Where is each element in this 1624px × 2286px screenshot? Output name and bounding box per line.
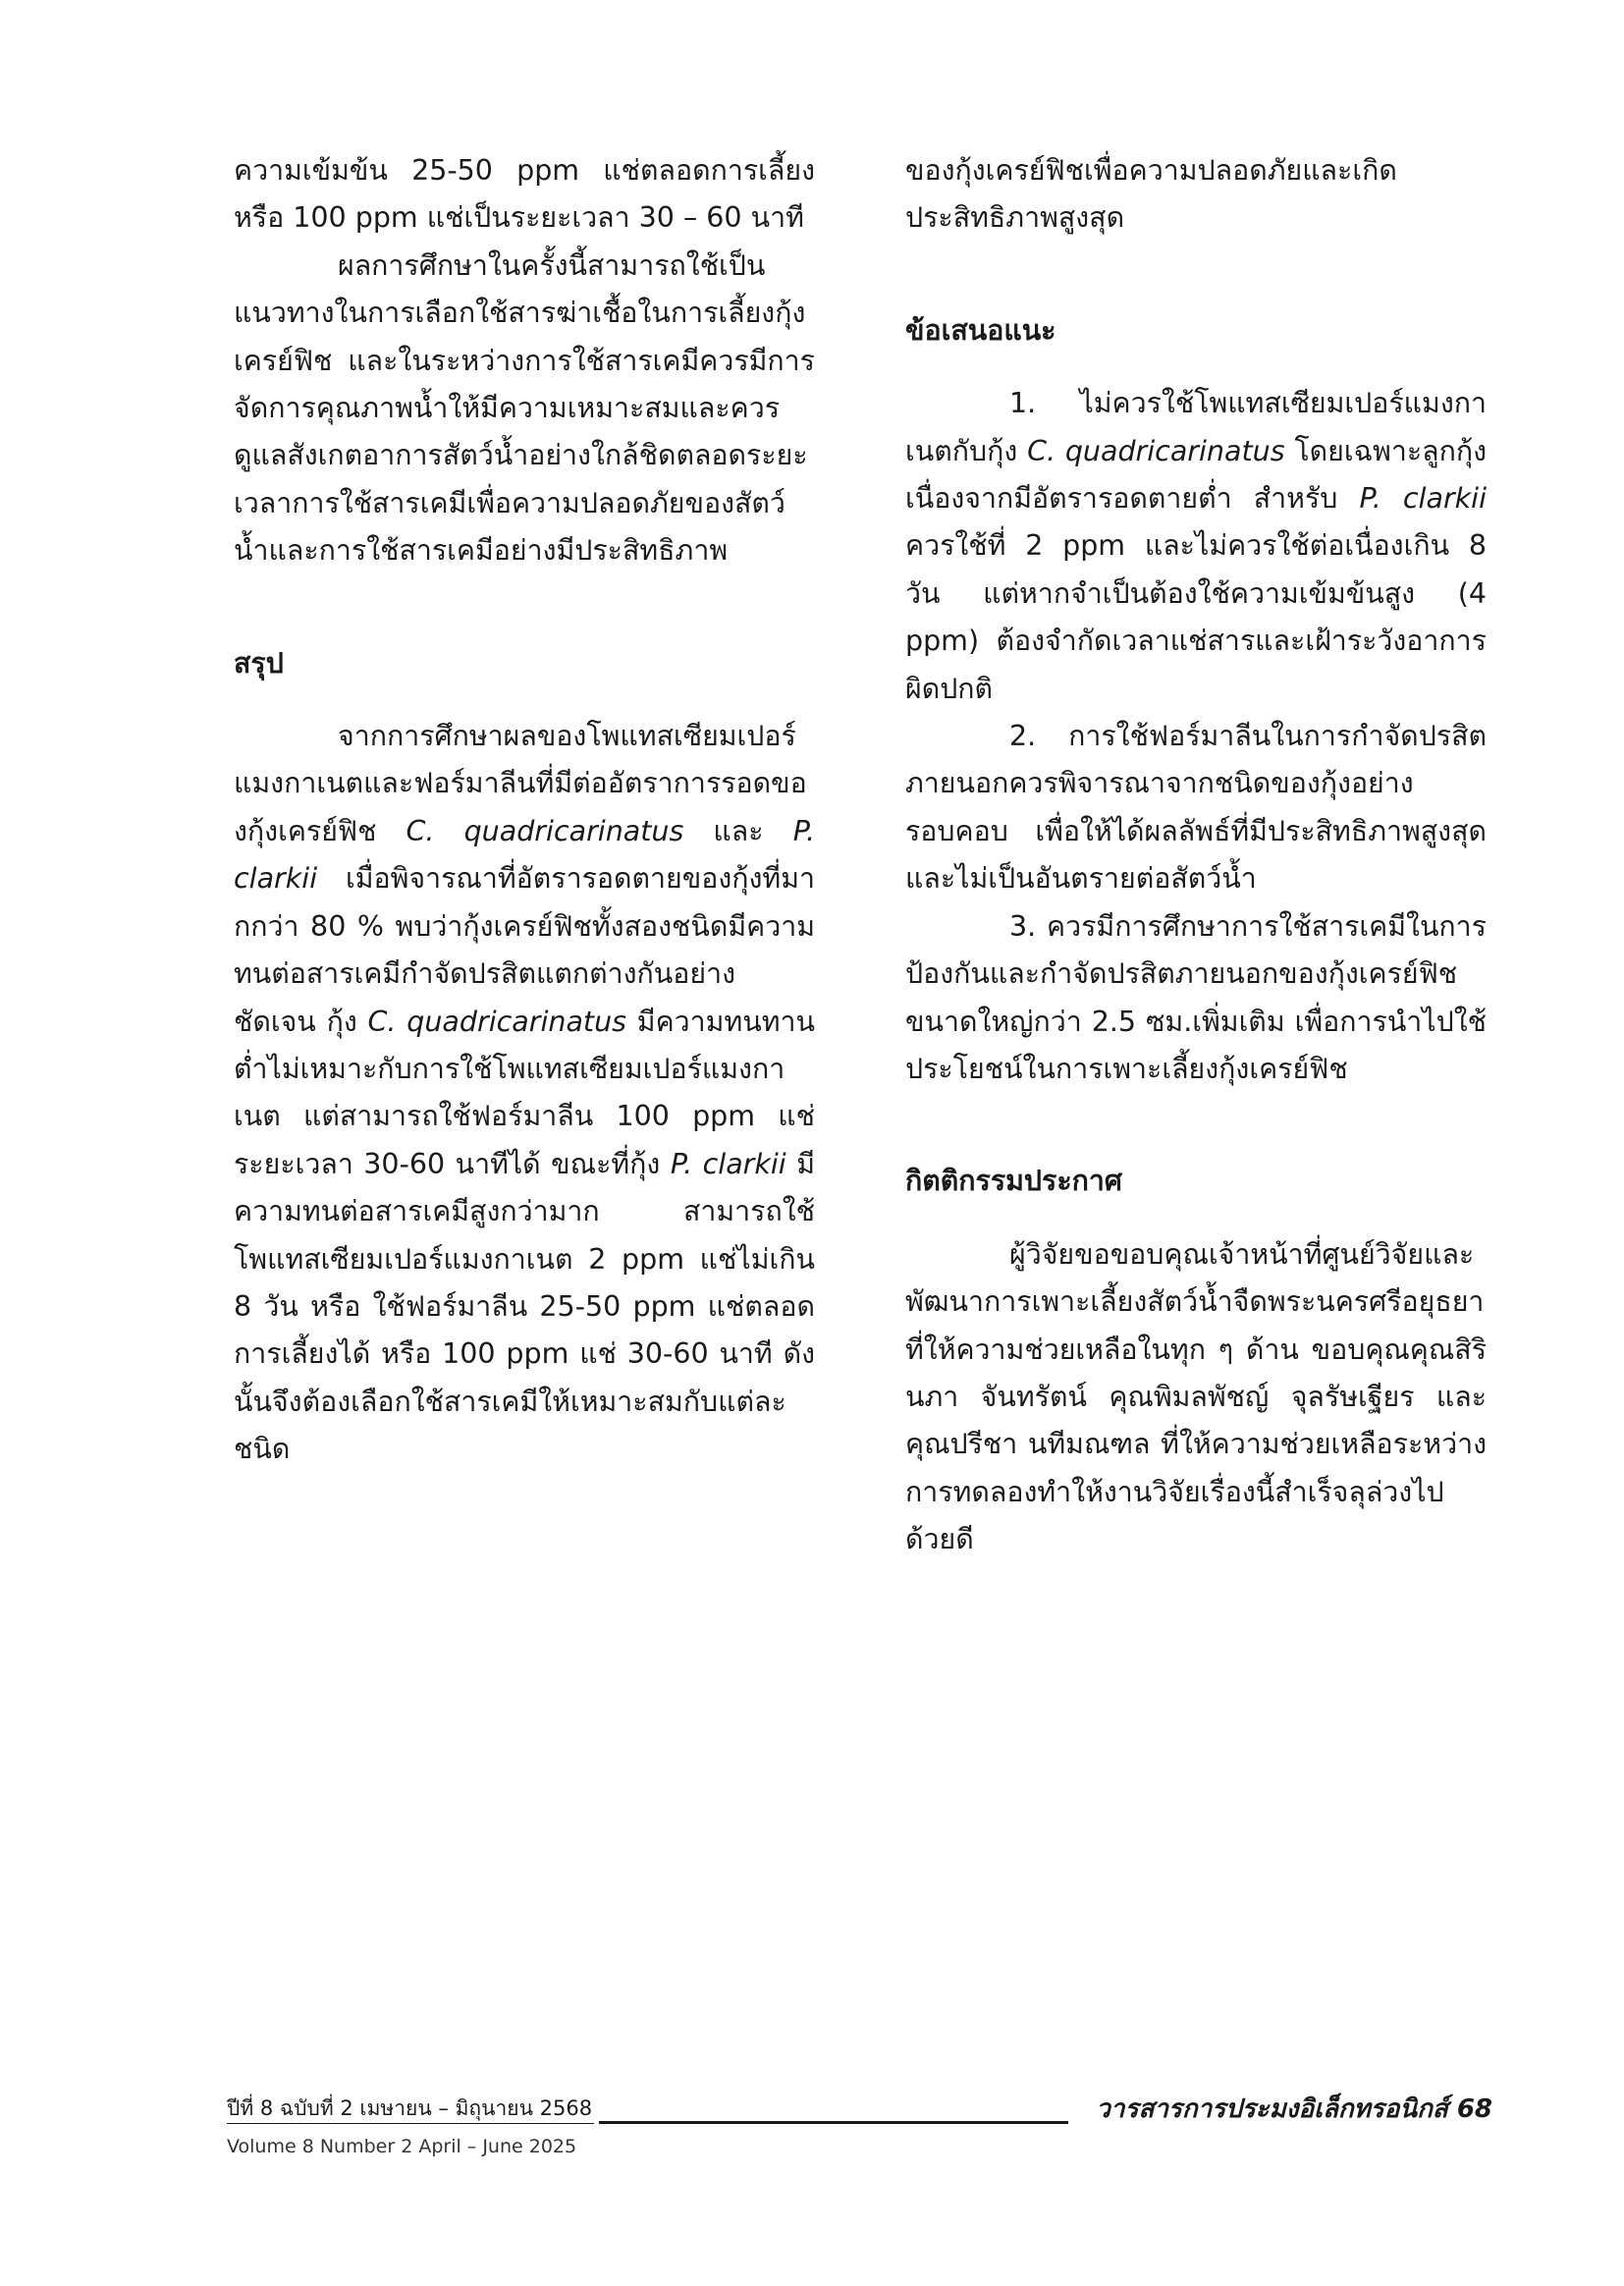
text-run: มีความทนทานต่ำไม่เหมาะกับการใช้โพแทสเซียมเปอร์แมงกาเนต แต่สามารถใช้ฟอร์มาลีน 100 ppm แช่ระยะเวลา 30-60 นาทีได้ ขณะที่กุ้ง: [234, 1005, 815, 1180]
text-run: โดยเฉพาะลูกกุ้ง เนื่องจากมีอัตรารอดตายต่ำ สำหรับ: [905, 434, 1488, 516]
text-run: 1. ไม่ควรใช้โพแทสเซียมเปอร์แมงกาเนตกับกุ้ง: [905, 387, 1487, 467]
conclusion-heading: สรุป: [234, 646, 284, 680]
body-paragraph: ความเข้มข้น 25-50 ppm แช่ตลอดการเลี้ยง หรือ 100 ppm แช่เป็นระยะเวลา 30 – 60 นาที: [234, 154, 815, 235]
species-name: C. quadricarinatus: [1027, 434, 1285, 467]
footer-divider: [599, 2121, 1068, 2124]
species-name: P. clarkii: [1359, 482, 1487, 516]
body-paragraph: ของกุ้งเครย์ฟิชเพื่อความปลอดภัยและเกิดประสิทธิภาพสูงสุด: [905, 154, 1397, 235]
footer-issue-info: [227, 2094, 594, 2161]
text-run: จากการศึกษาผลของโพแทสเซียมเปอร์แมงกาเนตและฟอร์มาลีนที่มีต่ออัตราการรอดของกุ้งเครย์ฟิช: [234, 720, 807, 847]
acknowledgement-paragraph: ผู้วิจัยขอขอบคุณเจ้าหน้าที่ศูนย์วิจัยและพัฒนาการเพาะเลี้ยงสัตว์น้ำจืดพระนครศรีอยุธยาที่ให้ความช่วยเหลือในทุก ๆ ด้าน ขอบคุณคุณสิรินภา จันทรัตน์ คุณพิมลพัชญ์ จุลรัษเฐียร และ คุณปรีชา นทีมณฑล ที่ให้ความช่วยเหลือระหว่างการทดลองทำให้งานวิจัยเรื่องนี้สำเร็จลุล่วงไปด้วยดี: [905, 1237, 1487, 1556]
issue-english: Volume 8 Number 2 April – June 2025: [227, 2136, 577, 2157]
species-name: P. clarkii: [234, 814, 816, 896]
recommendations-heading: ข้อเสนอแนะ: [905, 313, 1056, 347]
species-name: C. quadricarinatus: [367, 1005, 627, 1038]
recommendation-item: 2. การใช้ฟอร์มาลีนในการกำจัดปรสิตภายนอกควรพิจารณาจากชนิดของกุ้งอย่างรอบคอบ เพื่อให้ได้ผลลัพธ์ที่มีประสิทธิภาพสูงสุดและไม่เป็นอันตรายต่อสัตว์น้ำ: [905, 720, 1487, 896]
issue-thai: ปีที่ 8 ฉบับที่ 2 เมษายน – มิถุนายน 2568: [227, 2094, 594, 2124]
journal-name: วารสารการประมงอิเล็กทรอนิกส์: [1096, 2095, 1448, 2124]
conclusion-paragraph: [234, 713, 815, 1474]
text-run: ควรใช้ที่ 2 ppm และไม่ควรใช้ต่อเนื่องเกิน 8 วัน แต่หากจำเป็นต้องใช้ความเข้มข้นสูง (4 ppm) ต้องจำกัดเวลาแช่สารและเฝ้าระวังอาการผิดปกติ: [905, 529, 1487, 705]
text-run: เมื่อพิจารณาที่อัตรารอดตายของกุ้งที่มากกว่า 80 % พบว่ากุ้งเครย์ฟิชทั้งสองชนิดมีความทนต่อสารเคมีกำจัดปรสิตแตกต่างกันอย่างชัดเจน กุ้ง: [234, 862, 815, 1038]
species-name: P. clarkii: [670, 1147, 786, 1180]
right-column: [905, 147, 1487, 1564]
acknowledgement-heading: กิตติกรรมประกาศ: [905, 1165, 1122, 1198]
species-name: C. quadricarinatus: [406, 814, 684, 847]
recommendation-item: 3. ควรมีการศึกษาการใช้สารเคมีในการป้องกันและกำจัดปรสิตภายนอกของกุ้งเครย์ฟิชขนาดใหญ่กว่า 2.5 ซม.เพิ่มเติม เพื่อการนำไปใช้ประโยชน์ในการเพาะเลี้ยงกุ้งเครย์ฟิช: [905, 909, 1487, 1085]
page-number: 68: [1456, 2095, 1492, 2124]
recommendation-item: [905, 380, 1487, 713]
footer-journal: [1080, 2093, 1492, 2126]
text-run: มีความทนต่อสารเคมีสูงกว่ามาก สามารถใช้โพแทสเซียมเปอร์แมงกาเนต 2 ppm แช่ไม่เกิน 8 วัน หรือ ใช้ฟอร์มาลีน 25-50 ppm แช่ตลอดการเลี้ยงได้ หรือ 100 ppm แช่ 30-60 นาที ดังนั้นจึงต้องเลือกใช้สารเคมีให้เหมาะสมกับแต่ละชนิด: [234, 1147, 815, 1466]
left-column: [234, 147, 815, 1474]
text-run: และ: [683, 814, 793, 847]
body-paragraph: ผลการศึกษาในครั้งนี้สามารถใช้เป็นแนวทางในการเลือกใช้สารฆ่าเชื้อในการเลี้ยงกุ้งเครย์ฟิช และในระหว่างการใช้สารเคมีควรมีการจัดการคุณภาพน้ำให้มีความเหมาะสมและควรดูแลสังเกตอาการสัตว์น้ำอย่างใกล้ชิดตลอดระยะเวลาการใช้สารเคมีเพื่อความปลอดภัยของสัตว์น้ำและการใช้สารเคมีอย่างมีประสิทธิภาพ: [234, 248, 815, 568]
